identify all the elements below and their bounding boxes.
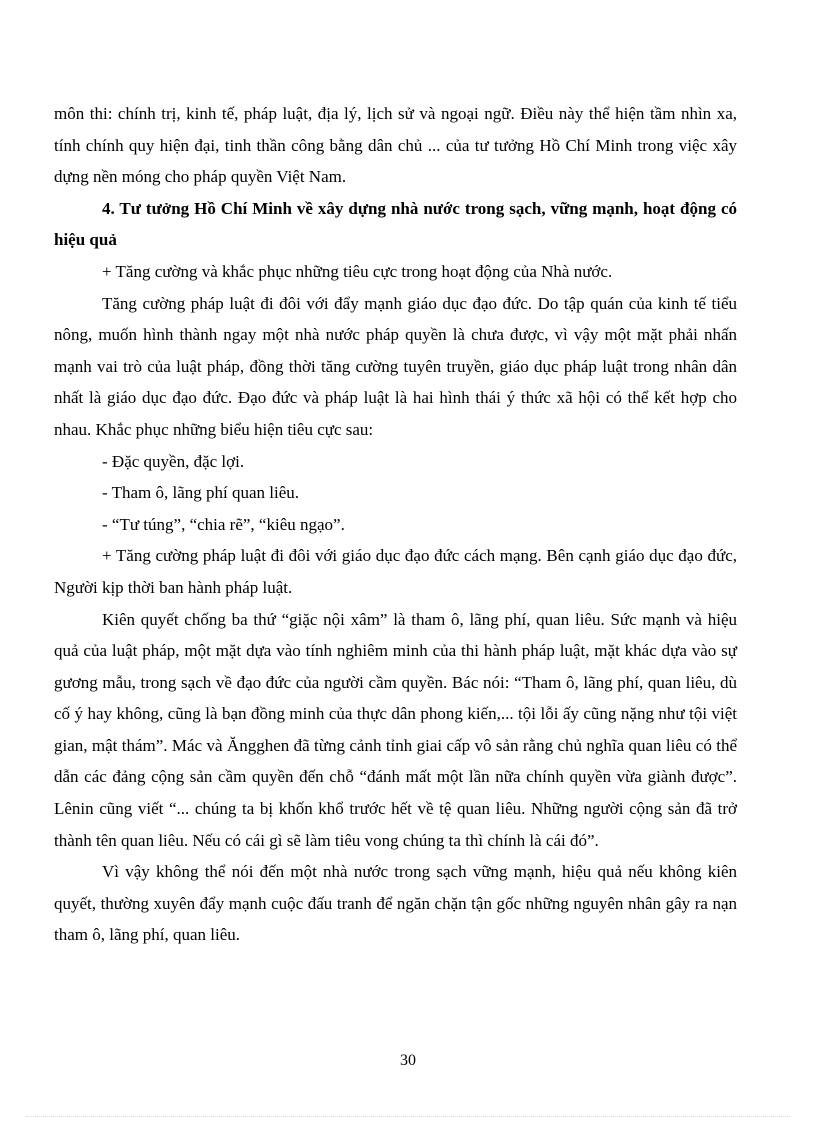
section-heading: 4. Tư tưởng Hồ Chí Minh về xây dựng nhà nước trong sạch, vững mạnh, hoạt động có hiệu quả [54,198,737,250]
paragraph: Kiên quyết chống ba thứ “giặc nội xâm” là tham ô, lãng phí, quan liêu. Sức mạnh và hiệu quả của luật pháp, một mặt dựa vào tính nghiêm minh của thi hành pháp luật, mặt khác dựa vào sự gương mẫu, trong sạch về đạo đức của người cầm quyền. Bác nói: “Tham ô, lãng phí, quan liêu, dù cố ý hay không, cũng là bạn đồng minh của thực dân phong kiến,... tội lỗi ấy cũng nặng như tội việt gian, mật thám”. Mác và Ăngghen đã từng cảnh tỉnh giai cấp vô sản rằng chủ nghĩa quan liêu có thể dẫn các đảng cộng sản cầm quyền đến chỗ “đánh mất một lần nữa chính quyền vừa giành được”. Lênin cũng viết “... chúng ta bị khốn khổ trước hết về tệ quan liêu. Những người cộng sản đã trở thành tên quan liêu. Nếu có cái gì sẽ làm tiêu vong chúng ta thì chính là cái đó”. [54,609,737,850]
paragraph-continued: môn thi: chính trị, kinh tế, pháp luật, địa lý, lịch sử và ngoại ngữ. Điều này thể hiện tầm nhìn xa, tính chính quy hiện đại, tinh thần công bằng dân chủ ... của tư tưởng Hồ Chí Minh trong việc xây dựng nền móng cho pháp quyền Việt Nam. [54,104,737,187]
paragraph: Tăng cường pháp luật đi đôi với đẩy mạnh giáo dục đạo đức. Do tập quán của kinh tế tiểu nông, muốn hình thành ngay một nhà nước pháp quyền là chưa được, vì vậy một mặt phải nhấn mạnh vai trò của luật pháp, đồng thời tăng cường tuyên truyền, giáo dục pháp luật trong nhân dân nhất là giáo dục đạo đức. Đạo đức và pháp luật là hai hình thái ý thức xã hội có thể kết hợp cho nhau. Khắc phục những biểu hiện tiêu cực sau: [54,293,737,439]
paragraph: + Tăng cường và khắc phục những tiêu cực trong hoạt động của Nhà nước. [102,261,613,281]
list-item: - Đặc quyền, đặc lợi. [102,451,245,471]
page-bottom-divider [26,1116,790,1117]
paragraph: Vì vậy không thể nói đến một nhà nước trong sạch vững mạnh, hiệu quả nếu không kiên quyết, thường xuyên đẩy mạnh cuộc đấu tranh để ngăn chặn tận gốc những nguyên nhân gây ra nạn tham ô, lãng phí, quan liêu. [54,862,737,945]
list-item: - “Tư túng”, “chia rẽ”, “kiêu ngạo”. [102,514,345,534]
list-item: - Tham ô, lãng phí quan liêu. [102,483,300,503]
page-number: 30 [400,1052,416,1069]
paragraph: + Tăng cường pháp luật đi đôi với giáo dục đạo đức cách mạng. Bên cạnh giáo dục đạo đức, Người kịp thời ban hành pháp luật. [54,546,737,597]
document-body [54,98,737,951]
